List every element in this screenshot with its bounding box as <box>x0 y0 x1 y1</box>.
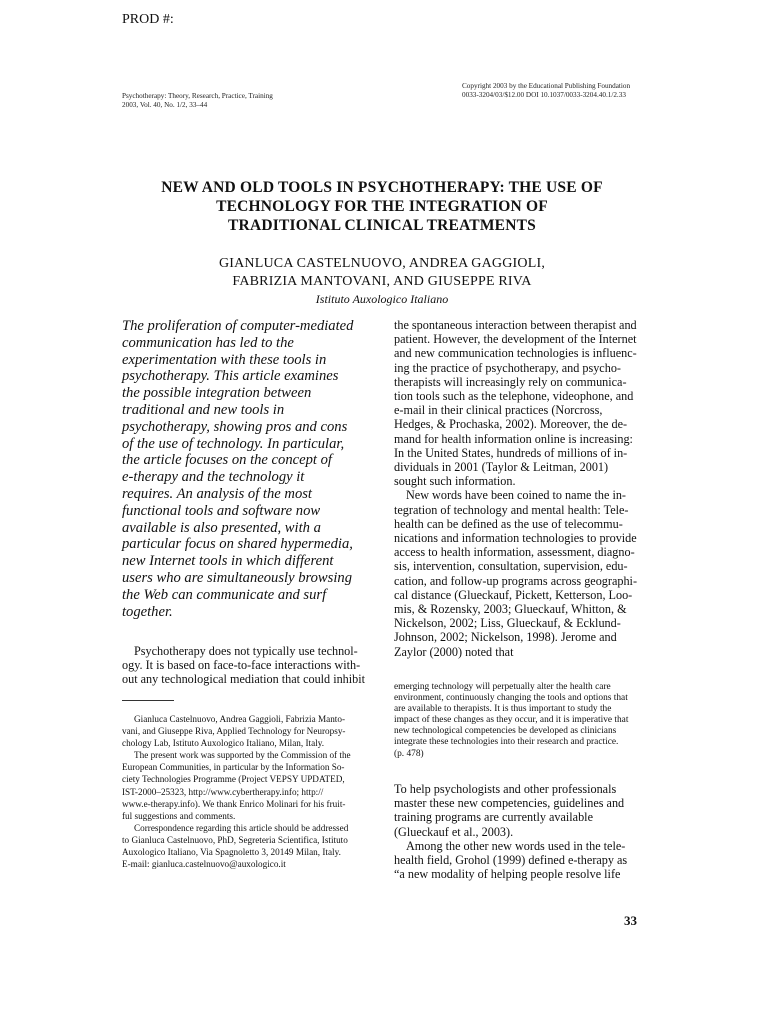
abstract-line: e-therapy and the technology it <box>122 469 305 486</box>
journal-citation-line: 2003, Vol. 40, No. 1/2, 33–44 <box>122 101 208 109</box>
copyright-notice <box>462 82 652 100</box>
article-title <box>122 178 642 235</box>
body-line: In the United States, hundreds of millions of in- <box>394 445 628 460</box>
quote-line: integrate these technologies into their research and practice. <box>394 737 619 748</box>
block-quote <box>394 682 644 760</box>
footnote-line: The present work was supported by the Commission of the <box>134 750 351 761</box>
abstract-line: psychotherapy. This article examines <box>122 368 339 385</box>
footnote-line: Auxologico Italiano, Via Spagnoletto 3, 20149 Milan, Italy. <box>122 847 341 858</box>
body-line: and new communication technologies is influenc- <box>394 346 637 361</box>
quote-line: emerging technology will perpetually alter the health care <box>394 682 611 692</box>
abstract-line: traditional and new tools in <box>122 401 285 418</box>
author-line: GIANLUCA CASTELNUOVO, ANDREA GAGGIOLI, <box>218 256 546 271</box>
abstract-line: functional tools and software now <box>122 502 321 519</box>
abstract-line: The proliferation of computer-mediated <box>122 318 354 334</box>
title-line: TRADITIONAL CLINICAL TREATMENTS <box>228 217 536 234</box>
footnote-line: to Gianluca Castelnuovo, PhD, Segreteria Scientifica, Istituto <box>122 834 348 845</box>
body-line: “a new modality of helping people resolve life <box>394 867 621 882</box>
abstract-line: the article focuses on the concept of <box>122 452 332 469</box>
body-line: cal distance (Glueckauf, Pickett, Ketterson, Loo- <box>394 587 633 602</box>
body-line: New words have been coined to name the in- <box>406 488 626 503</box>
copyright-line: Copyright 2003 by the Educational Publishing Foundation <box>462 82 631 90</box>
body-line: tion tools such as the telephone, videophone, and <box>394 389 634 404</box>
body-line: health field, Grohol (1999) defined e-therapy as <box>394 853 628 868</box>
author-line: FABRIZIA MANTOVANI, AND GIUSEPPE RIVA <box>232 274 532 289</box>
body-line: the spontaneous interaction between therapist and <box>394 318 637 332</box>
body-line: access to health information, assessment, diagno- <box>394 545 635 560</box>
title-line: TECHNOLOGY FOR THE INTEGRATION OF <box>216 198 548 215</box>
footnote-line: IST-2000–25323, http://www.cybertherapy.info; http:// <box>122 786 324 797</box>
body-line: ing the practice of psychotherapy, and psycho- <box>394 360 621 375</box>
body-line: (Glueckauf et al., 2003). <box>394 824 514 839</box>
body-line: Psychotherapy does not typically use technol- <box>134 644 358 658</box>
body-line: Hedges, & Prochaska, 2002). Moreover, the de- <box>394 417 628 432</box>
body-line: sis, intervention, consultation, supervision, edu- <box>394 559 628 574</box>
footnote-line: European Communities, in particular by the Information So- <box>122 762 345 773</box>
abstract-line: requires. An analysis of the most <box>122 485 312 502</box>
footnote-line: ciety Technologies Programme (Project VEPSY UPDATED, <box>122 774 345 785</box>
body-line: Nickelson, 2002; Liss, Glueckauf, & Ecklund- <box>394 616 621 631</box>
body-text-right-bottom <box>394 782 644 881</box>
quote-line: (p. 478) <box>394 748 424 759</box>
body-line: cation, and follow-up programs across geographi- <box>394 573 638 588</box>
abstract-line: of the use of technology. In particular, <box>122 435 345 452</box>
journal-citation <box>122 92 362 110</box>
body-line: e-mail in their clinical practices (Norcross, <box>394 403 603 418</box>
footnote-rule <box>122 700 174 701</box>
prod-label: PROD #: <box>122 12 174 27</box>
abstract-line: experimentation with these tools in <box>122 351 327 368</box>
footnote-line: chology Lab, Istituto Auxologico Italiano, Milan, Italy. <box>122 738 325 749</box>
footnote-line: vani, and Giuseppe Riva, Applied Technology for Neuropsy- <box>122 726 346 737</box>
body-line: To help psychologists and other professionals <box>394 782 617 796</box>
abstract-line: particular focus on shared hypermedia, <box>122 536 353 553</box>
author-list <box>122 255 642 291</box>
author-footnote <box>122 713 372 870</box>
body-line: Zaylor (2000) noted that <box>394 644 514 659</box>
page-number: 33 <box>624 913 637 928</box>
abstract-line: the possible integration between <box>122 385 312 402</box>
body-text-left <box>122 644 372 687</box>
title-line: NEW AND OLD TOOLS IN PSYCHOTHERAPY: THE USE OF <box>161 179 603 196</box>
quote-line: environment, continuously changing the tools and options that <box>394 693 628 704</box>
abstract-line: the Web can communicate and surf <box>122 586 327 603</box>
body-line: ogy. It is based on face-to-face interactions with- <box>122 658 361 673</box>
body-line: dividuals in 2001 (Taylor & Leitman, 2001) <box>394 460 609 475</box>
abstract-line: psychotherapy, showing pros and cons <box>122 418 348 435</box>
abstract-line: new Internet tools in which different <box>122 553 334 570</box>
body-line: master these new competencies, guidelines and <box>394 796 625 811</box>
quote-line: are available to therapists. It is thus important to study the <box>394 704 612 715</box>
body-line: Johnson, 2002; Nickelson, 1998). Jerome and <box>394 630 617 645</box>
body-line: mand for health information online is increasing: <box>394 431 633 446</box>
body-line: patient. However, the development of the Internet <box>394 332 637 347</box>
body-line: training programs are currently available <box>394 810 593 825</box>
abstract-line: together. <box>122 603 173 620</box>
body-line: out any technological mediation that could inhibit <box>122 672 366 687</box>
abstract <box>122 318 372 620</box>
quote-line: new technological competencies be developed as clinicians <box>394 726 617 737</box>
body-line: sought such information. <box>394 474 516 489</box>
abstract-line: users who are simultaneously browsing <box>122 569 352 586</box>
footnote-line: E-mail: gianluca.castelnuovo@auxologico.it <box>122 859 286 870</box>
quote-line: impact of these changes as they occur, and it is imperative that <box>394 715 629 726</box>
body-line: tegration of technology and mental health: Tele- <box>394 502 629 517</box>
footnote-line: ful suggestions and comments. <box>122 810 236 821</box>
affiliation: Istituto Auxologico Italiano <box>315 292 449 306</box>
body-line: nications and information technologies to provide <box>394 531 637 546</box>
journal-citation-line: Psychotherapy: Theory, Research, Practice, Training <box>122 92 273 100</box>
footnote-line: www.e-therapy.info). We thank Enrico Molinari for his fruit- <box>122 798 346 809</box>
abstract-line: communication has led to the <box>122 334 294 351</box>
abstract-line: available is also presented, with a <box>122 519 321 536</box>
body-line: health can be defined as the use of telecommu- <box>394 516 623 531</box>
footnote-line: Gianluca Castelnuovo, Andrea Gaggioli, Fabrizia Manto- <box>134 714 346 724</box>
body-text-right-top <box>394 318 644 659</box>
body-line: therapists will increasingly rely on communica- <box>394 374 627 389</box>
body-line: mis, & Rozensky, 2003; Glueckauf, Whitton, & <box>394 602 627 617</box>
footnote-line: Correspondence regarding this article should be addressed <box>134 822 349 833</box>
doi-line: 0033-3204/03/$12.00 DOI 10.1037/0033-3204.40.1/2.33 <box>462 91 626 99</box>
body-line: Among the other new words used in the tele- <box>406 838 626 853</box>
